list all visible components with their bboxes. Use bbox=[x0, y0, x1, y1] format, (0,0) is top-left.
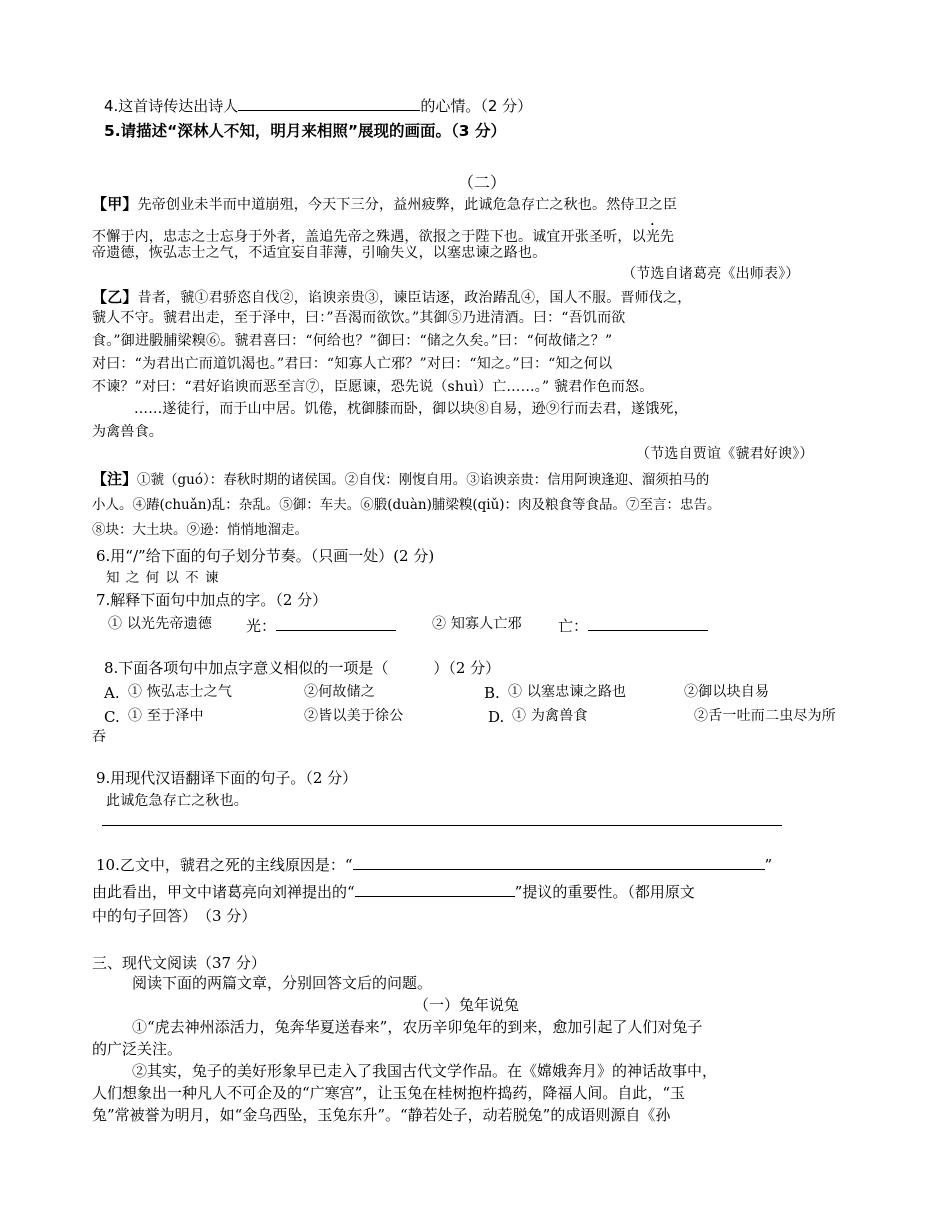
answer-blank-q7b[interactable] bbox=[588, 616, 708, 631]
notes-line-3: ⑧块：大土块。⑨逊：悄悄地溜走。 bbox=[92, 522, 308, 538]
q8-d2: ②舌一吐而二虫尽为所 bbox=[694, 708, 836, 724]
p2-line-1: ②其实，兔子的美好形象早已走入了我国古代文学作品。在《嫦娥奔月》的神话故事中， bbox=[132, 1062, 718, 1080]
q8-d1: ① 为禽兽食 bbox=[512, 708, 588, 724]
answer-blank-q7a[interactable] bbox=[276, 616, 396, 631]
q7-item-a: ① 以光先帝遗德 bbox=[108, 616, 213, 632]
yi-line-4: 对曰：“为君出亡而道饥渴也。”君曰：“知寡人亡邪？”对曰：“知之。”曰：“知之何以 bbox=[92, 356, 613, 372]
notes-line-1: 【注】①虢（guó）：春秋时期的诸侯国。②自伐：刚愎自用。③谄谀亲贵：信用阿谀逢迎、溜须拍马的 bbox=[92, 470, 710, 488]
question-8: 8.下面各项句中加点字意义相似的一项是（ ）（2 分） bbox=[104, 659, 501, 677]
question-7: 7.解释下面句中加点的字。（2 分） bbox=[96, 591, 328, 609]
yi-line-1: 【乙】昔者，虢①君骄恣自伐②，谄谀亲贵③，谏臣诘逐，政治踳乱④，国人不服。晋师伐之， bbox=[92, 288, 692, 306]
yi-line-6: ……遂徒行，而于山中居。饥倦，枕御膝而卧，御以块⑧自易，逊⑨行而去君，遂饿死， bbox=[134, 401, 688, 417]
section-2-title: （二） bbox=[458, 173, 507, 192]
p1-line-1: ①“虎去神州添活力，兔奔华夏送春来”，农历辛卯兔年的到来，愈加引起了人们对兔子 bbox=[132, 1018, 703, 1036]
question-10-line-1: 10.乙文中，虢君之死的主线原因是：“ ” bbox=[96, 856, 773, 874]
question-5: 5.请描述“深林人不知，明月来相照”展现的画面。（3 分） bbox=[104, 122, 506, 140]
yi-line-3: 食。”御进腶脯梁糗⑥。虢君喜曰：“何给也？”御曰：“储之久矣。”曰：“何故储之？” bbox=[92, 333, 613, 349]
question-10-line-2: 由此看出，甲文中诸葛亮向刘禅提出的“ ”提议的重要性。（都用原文 bbox=[92, 883, 695, 901]
q8-c2: ②皆以美于徐公 bbox=[304, 708, 404, 724]
question-4: 4.这首诗传达出诗人 的心情。（2 分） bbox=[104, 97, 533, 115]
question-10-line-3: 中的句子回答） （3 分） bbox=[92, 907, 257, 925]
q8-option-d: D. bbox=[488, 708, 505, 726]
notes-line-2: 小人。④踳(chuǎn)乱：杂乱。⑤御：车夫。⑥腶(duàn)脯梁糗(qiǔ)：肉及粮食等食品。⑦至言：忠告。 bbox=[92, 497, 721, 513]
jia-line-3: 帝遗德，恢弘志士之气，不适宜妄自菲薄，引喻失义，以塞忠谏之路也。 bbox=[92, 245, 547, 261]
q8-a1: ① 恢弘志士之气 bbox=[128, 684, 233, 700]
q8-d2-continued: 吞 bbox=[92, 729, 107, 745]
answer-blank-q10b[interactable] bbox=[355, 882, 515, 897]
q9-answer-line[interactable] bbox=[102, 825, 782, 826]
q8-option-a: A. bbox=[104, 684, 120, 702]
yi-line-7: 为禽兽食。 bbox=[92, 424, 163, 440]
yi-line-2: 虢人不守。虢君出走，至于泽中，曰：”吾渴而欲饮。”其御⑤乃进清酒。曰：“吾饥而欲 bbox=[92, 310, 626, 326]
yi-line-5: 不谏？”对曰：“君好谄谀而恶至言⑦，臣愿谏，恐先说（shuì）亡……。” 虢君作色而怒。 bbox=[92, 379, 654, 395]
q6-sentence: 知 之 何 以 不 谏 bbox=[106, 570, 220, 586]
jia-line-1: 【甲】先帝创业未半而中道崩殂，今天下三分，益州疲弊，此诚危急存亡之秋也。然侍卫之臣 bbox=[92, 195, 678, 213]
q8-b1: ① 以塞忠谏之路也 bbox=[508, 684, 627, 700]
p2-line-2: 人们想象出一种凡人不可企及的“广寒宫”，让玉兔在桂树抱杵捣药，降福人间。自此，“玉 bbox=[92, 1084, 686, 1102]
p2-line-3: 兔”常被誉为明月，如“金乌西坠，玉兔东升”。“静若处子，动若脱兔”的成语则源自《孙 bbox=[92, 1106, 671, 1124]
yi-source: （节选自贾谊《虢君好谀》） bbox=[636, 446, 814, 462]
answer-blank-q4[interactable] bbox=[238, 96, 420, 111]
q9-sentence: 此诚危急存亡之秋也。 bbox=[106, 793, 248, 809]
question-6: 6.用“/”给下面的句子划分节奏。（只画一处）(2 分) bbox=[96, 547, 435, 565]
q7-answer-a: 光： bbox=[246, 616, 396, 635]
q8-option-c: C. bbox=[104, 708, 120, 726]
q8-option-b: B. bbox=[484, 684, 500, 702]
q8-c1: ① 至于泽中 bbox=[128, 708, 204, 724]
p1-line-2: 的广泛关注。 bbox=[92, 1040, 183, 1058]
answer-blank-q10a[interactable] bbox=[353, 855, 765, 870]
jia-line-2: 不懈于内，忠志之士忘身于外者，盖追先帝之殊遇，欲报之于陛下也。诚宜开张圣听，以光先 bbox=[92, 229, 675, 245]
part-3-title: 三、现代文阅读（37 分） bbox=[92, 954, 266, 972]
question-9: 9.用现代汉语翻译下面的句子。（2 分） bbox=[96, 769, 358, 787]
part-3-intro: 阅读下面的两篇文章，分别回答文后的问题。 bbox=[132, 974, 433, 992]
jia-source: （节选自诸葛亮《出师表》） bbox=[622, 266, 800, 282]
q8-b2: ②御以块自易 bbox=[684, 684, 770, 700]
article-1-title: （一）兔年说兔 bbox=[414, 996, 520, 1014]
q7-answer-b: 亡： bbox=[558, 616, 708, 635]
q7-item-b: ② 知寡人亡邪 bbox=[432, 616, 522, 632]
q8-a2: ②何故储之 bbox=[304, 684, 375, 700]
